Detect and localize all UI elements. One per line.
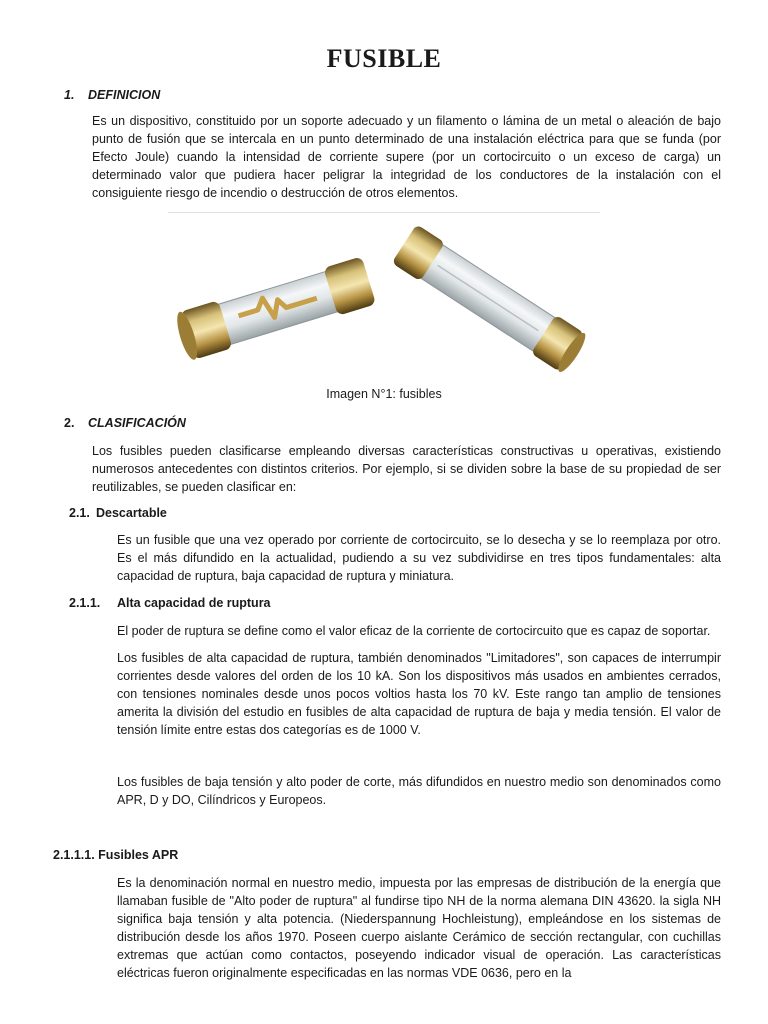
section-heading-fusibles-apr: 2.1.1.1. Fusibles APR [53, 848, 179, 862]
section-label: CLASIFICACIÓN [88, 416, 186, 430]
section-heading-clasificacion [64, 416, 186, 430]
figure-rule [168, 212, 600, 213]
section-label: Descartable [96, 506, 167, 520]
section-number: 2.1. [69, 506, 90, 520]
section-heading-descartable [69, 506, 167, 520]
fuse-right-icon [392, 224, 590, 375]
classification-paragraph: Los fusibles pueden clasificarse empleando diversas características constructivas u operativas, existiendo numerosos antecedentes con distintos criterios. Por ejemplo, si se dividen sobre la base de su propiedad de ser reutilizables, se pueden clasificar en: [92, 444, 721, 494]
definition-paragraph: Es un dispositivo, constituido por un soporte adecuado y un filamento o lámina de un metal o aleación de bajo punto de fusión que se intercala en un punto determinado de una instalación eléctrica para que se funda (por Efecto Joule) cuando la intensidad de corriente supere (por un cortocircuito o un exceso de carga) un determinado valor que pudiera hacer peligrar la integridad de los conductores de la instalación con el consiguiente riesgo de incendio o destrucción de otros elementos. [92, 114, 721, 200]
section-number: 1. [64, 88, 75, 102]
section-number: 2. [64, 416, 75, 430]
fuse-left-icon [173, 256, 376, 361]
section-number: 2.1.1. [69, 596, 101, 610]
section-heading-alta-capacidad [69, 596, 271, 610]
section-label: DEFINICION [88, 88, 161, 102]
fusibles-apr-paragraph: Es la denominación normal en nuestro medio, impuesta por las empresas de distribución de la energía que llamaban fusible de "Alto poder de ruptura" al fundirse tipo NH de la norma alemana DIN 43620. la sigla NH significa baja tensión y alta potencia. (Niederspannung Hochleistung), empleándose en los sistemas de distribución desde los años 1970. Poseen cuerpo aislante Cerámico de sección rectangular, con cuchillas extremas que actúan como contactos, poseyendo indicador visual de operación. Las características eléctricas fueron originalmente especificadas en las normas VDE 0636, pero en la [117, 876, 721, 980]
section-label: Alta capacidad de ruptura [117, 596, 271, 610]
page-title: FUSIBLE [326, 44, 442, 73]
alta-capacidad-paragraph-2: Los fusibles de alta capacidad de ruptura, también denominados "Limitadores", son capaces de interrumpir corrientes desde valores del orden de los 10 kA. Son los dispositivos más usados en ambientes cerrados, con tensiones nominales desde unos pocos voltios hasta los 70 kV. Este rango tan amplio de tensiones amerita la división del estudio en fusibles de alta capacidad de ruptura de baja y media tensión. El valor de tensión límite entre estas dos categorías es de 1000 V. [117, 651, 721, 737]
figure-caption: Imagen N°1: fusibles [326, 387, 442, 401]
descartable-paragraph: Es un fusible que una vez operado por corriente de cortocircuito, se lo desecha y se lo reemplaza por otro. Es el más difundido en la actualidad, pudiendo a su vez subdividirse en tres tipos fundamentales: alta capacidad de ruptura, baja capacidad de ruptura y miniatura. [117, 533, 721, 583]
alta-capacidad-paragraph-3: Los fusibles de baja tensión y alto poder de corte, más difundidos en nuestro medio son denominados como APR, D y DO, Cilíndricos y Europeos. [117, 775, 721, 807]
section-heading-definicion [64, 88, 160, 102]
alta-capacidad-paragraph-1: El poder de ruptura se define como el valor eficaz de la corriente de cortocircuito que es capaz de soportar. [117, 624, 711, 638]
fuses-image [168, 216, 600, 376]
